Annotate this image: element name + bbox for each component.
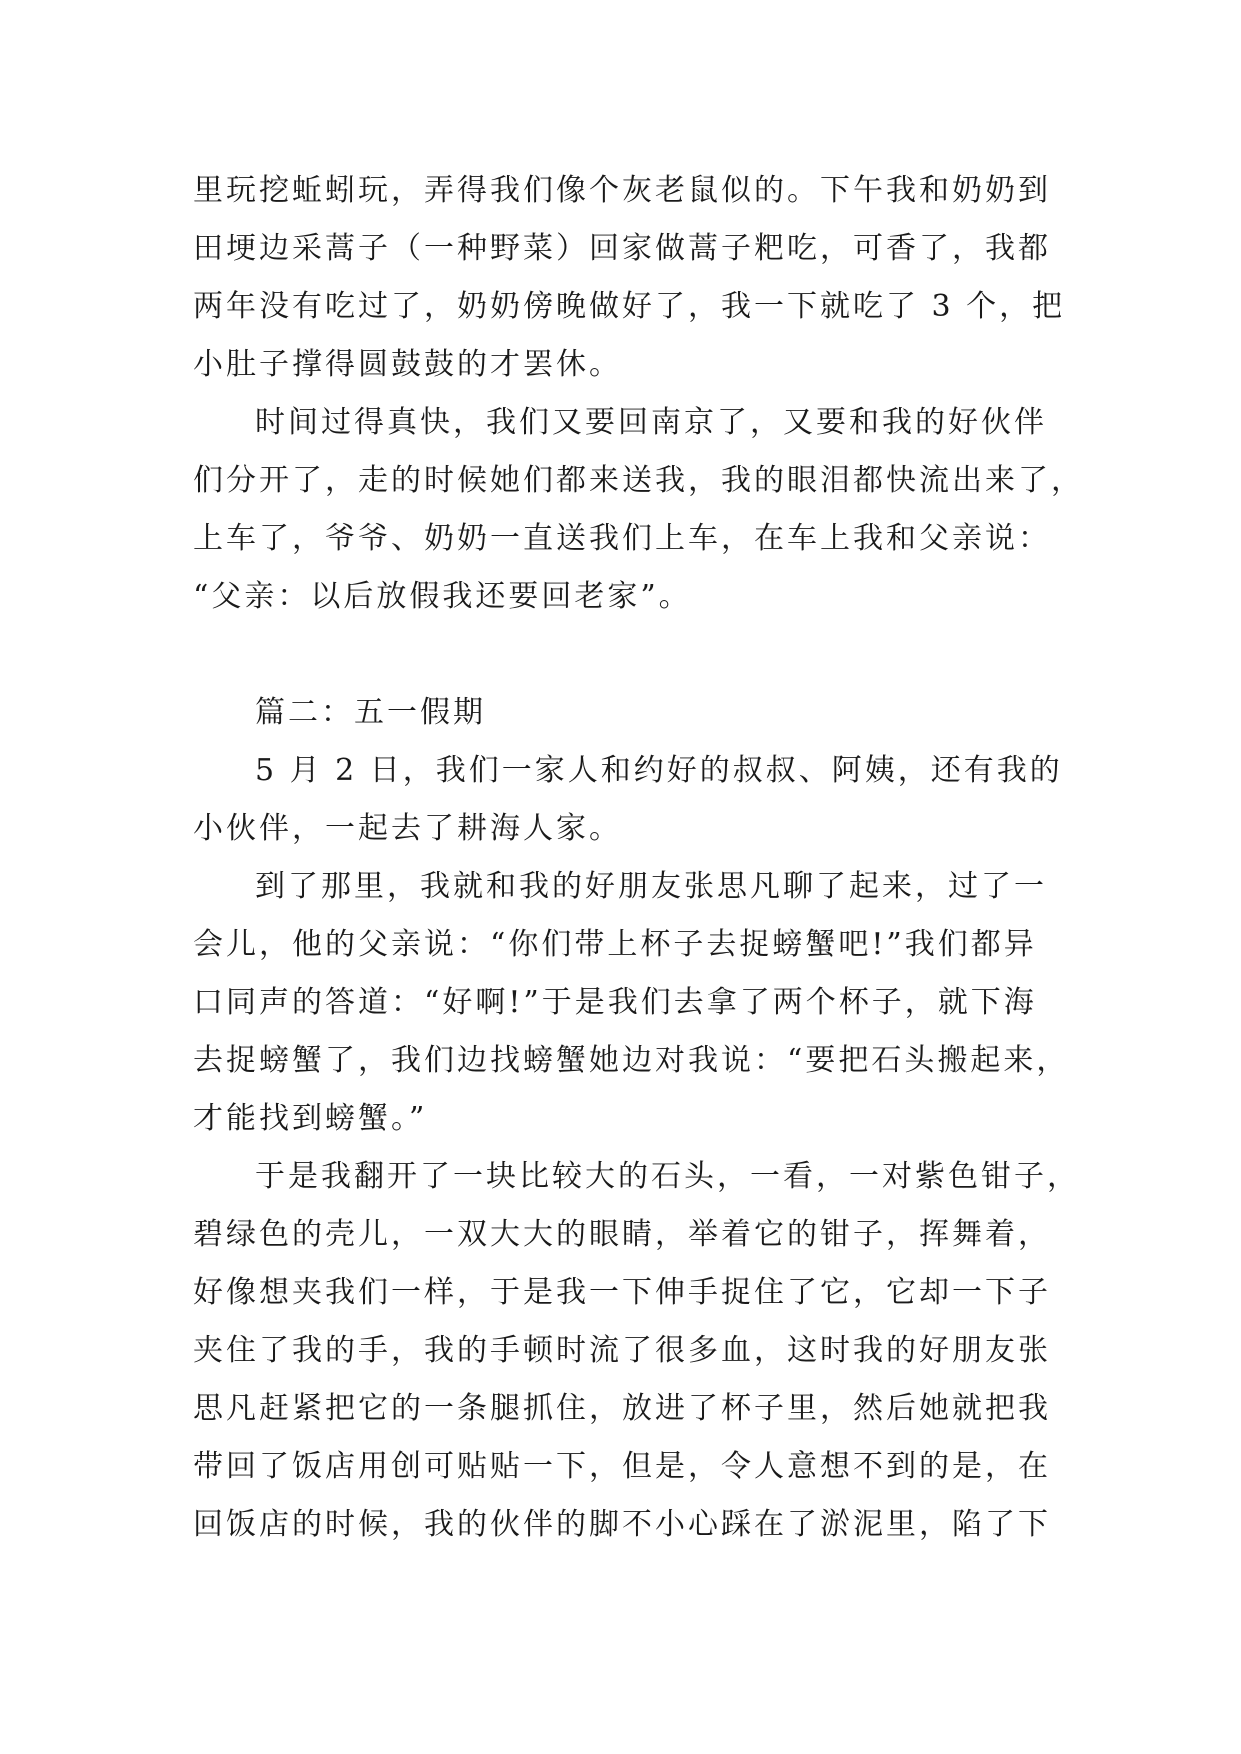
text-line: 小肚子撑得圆鼓鼓的才罢休。 [193, 347, 622, 382]
text-line: 时间过得真快，我们又要回南京了，又要和我的好伙伴 [255, 405, 1047, 440]
text-line: “父亲：以后放假我还要回老家”。 [193, 579, 692, 614]
text-line: 于是我翻开了一块比较大的石头，一看，一对紫色钳子， [255, 1159, 1080, 1194]
text-line: 里玩挖蚯蚓玩，弄得我们像个灰老鼠似的。下午我和奶奶到 [193, 173, 1051, 208]
document-body [193, 162, 1084, 1554]
text-line: 们分开了，走的时候她们都来送我，我的眼泪都快流出来了， [193, 463, 1084, 498]
text-line: 回饭店的时候，我的伙伴的脚不小心踩在了淤泥里，陷了下 [193, 1507, 1051, 1542]
text-line: 夹住了我的手，我的手顿时流了很多血，这时我的好朋友张 [193, 1333, 1051, 1368]
text-line: 5 月 2 日，我们一家人和约好的叔叔、阿姨，还有我的 [255, 753, 1063, 788]
paragraph-1 [193, 162, 1066, 394]
paragraph-5 [193, 1148, 1080, 1554]
text-line: 好像想夹我们一样，于是我一下伸手捉住了它，它却一下子 [193, 1275, 1051, 1310]
text-line: 田埂边采蒿子（一种野菜）回家做蒿子粑吃，可香了，我都 [193, 231, 1051, 266]
text-line: 碧绿色的壳儿，一双大大的眼睛，举着它的钳子，挥舞着， [193, 1217, 1051, 1252]
text-line: 上车了，爷爷、奶奶一直送我们上车，在车上我和父亲说： [193, 521, 1051, 556]
paragraph-2 [193, 394, 1084, 626]
text-line: 才能找到螃蟹。” [193, 1101, 428, 1136]
text-line: 小伙伴，一起去了耕海人家。 [193, 811, 622, 846]
text-line: 会儿，他的父亲说：“你们带上杯子去捉螃蟹吧!”我们都异 [193, 927, 1037, 962]
text-line: 口同声的答道：“好啊!”于是我们去拿了两个杯子，就下海 [193, 985, 1037, 1020]
blank-line [193, 626, 1053, 684]
text-line: 思凡赶紧把它的一条腿抓住，放进了杯子里，然后她就把我 [193, 1391, 1051, 1426]
text-line: 去捉螃蟹了，我们边找螃蟹她边对我说：“要把石头搬起来， [193, 1043, 1070, 1078]
text-line: 两年没有吃过了，奶奶傍晚做好了，我一下就吃了 3 个，把 [193, 289, 1066, 324]
text-line: 带回了饭店用创可贴贴一下，但是，令人意想不到的是，在 [193, 1449, 1051, 1484]
paragraph-4 [193, 858, 1070, 1148]
paragraph-3 [193, 742, 1063, 858]
text-line: 到了那里，我就和我的好朋友张思凡聊了起来，过了一 [255, 869, 1047, 904]
section-title: 篇二：五一假期 [255, 695, 486, 730]
